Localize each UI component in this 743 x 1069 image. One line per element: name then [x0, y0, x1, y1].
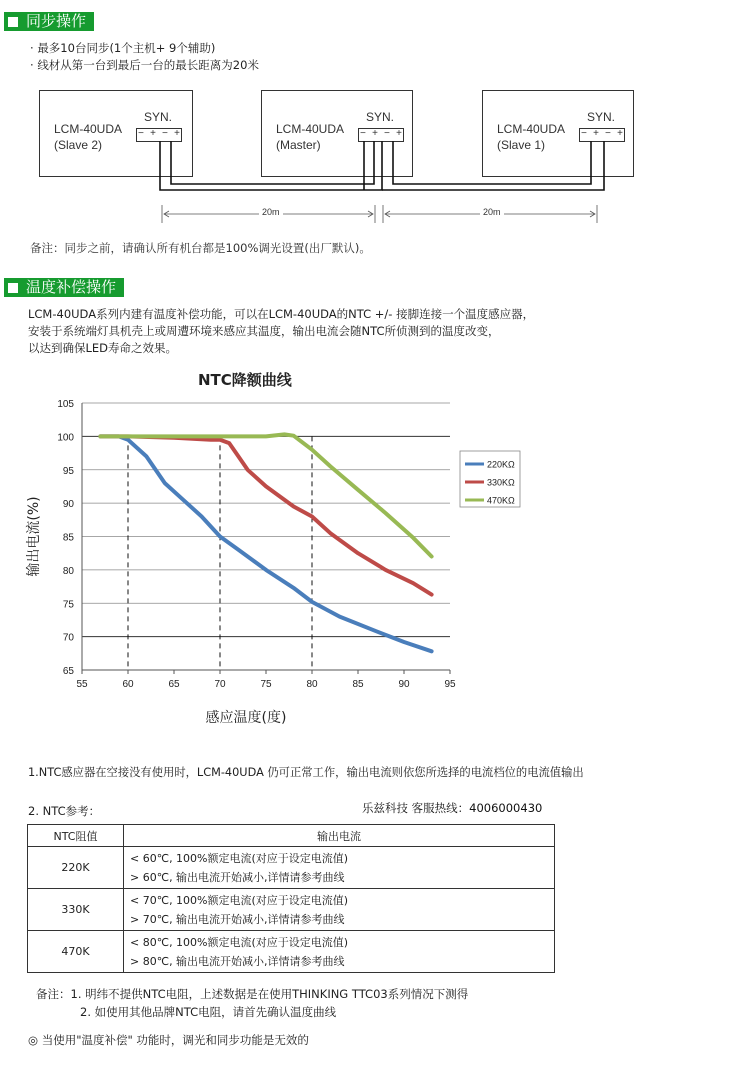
legend-label: 220KΩ	[487, 459, 515, 470]
syn-label: SYN.	[144, 110, 173, 124]
ntc-derating-chart	[0, 390, 560, 740]
x-tick-label: 90	[398, 679, 410, 690]
sync-wiring-diagram	[0, 85, 743, 235]
cell-line: < 60℃, 100%额定电流(对应于设定电流值)	[130, 851, 349, 865]
ntc-unused-note: 1.NTC感应器在空接没有使用时，LCM-40UDA 仍可正常工作，输出电流则依您所选择的电流档位的电流值输出	[28, 766, 584, 779]
x-tick-label: 55	[76, 679, 88, 690]
unit-role: (Master)	[276, 138, 321, 152]
ntc-value: 220K	[28, 847, 124, 889]
ntc-reference-table	[27, 824, 555, 973]
x-tick-label: 85	[352, 679, 364, 690]
x-tick-label: 80	[306, 679, 318, 690]
section-heading-sync	[4, 12, 94, 31]
table-header: NTC阻值	[28, 825, 124, 847]
unit-role: (Slave 2)	[54, 138, 103, 152]
table-row	[28, 847, 555, 889]
x-tick-label: 60	[122, 679, 134, 690]
paragraph-line: 以达到确保LED寿命之效果。	[28, 341, 178, 355]
table-row	[28, 889, 555, 931]
ntc-value: 330K	[28, 889, 124, 931]
heading-text: 同步操作	[26, 12, 87, 30]
square-bullet-icon	[8, 17, 18, 27]
unit-model: LCM-40UDA	[276, 122, 345, 136]
y-tick-label: 90	[62, 499, 74, 511]
distance-label: 20m	[480, 207, 504, 217]
series-line	[100, 436, 431, 651]
y-tick-label: 70	[62, 632, 74, 644]
series-line	[100, 434, 431, 556]
y-tick-label: 105	[57, 399, 74, 410]
x-tick-label: 65	[168, 679, 180, 690]
legend-label: 330KΩ	[487, 477, 515, 488]
unit-role: (Slave 1)	[497, 138, 546, 152]
ntc-value: 470K	[28, 931, 124, 973]
unit-model: LCM-40UDA	[54, 122, 123, 136]
section-heading-temp	[4, 278, 124, 297]
square-bullet-icon	[8, 283, 18, 293]
syn-label: SYN.	[366, 110, 395, 124]
cell-line: > 80℃, 输出电流开始减小,详情请参考曲线	[130, 954, 345, 968]
heading-text: 温度补偿操作	[26, 278, 117, 296]
x-tick-label: 75	[260, 679, 272, 690]
table-row	[28, 931, 555, 973]
y-tick-label: 80	[62, 565, 74, 577]
y-tick-label: 100	[57, 432, 74, 444]
syn-terminal: − + − +	[137, 129, 180, 140]
temp-comp-warning: ◎ 当使用"温度补偿" 功能时，调光和同步功能是无效的	[28, 1033, 309, 1047]
syn-terminal: − + − +	[359, 129, 402, 140]
x-axis-label: 感应温度(度)	[205, 710, 287, 726]
paragraph-line: LCM-40UDA系列内建有温度补偿功能，可以在LCM-40UDA的NTC +/- 接脚连接一个温度感应器，	[28, 307, 535, 321]
bullet-item: · 最多10台同步(1个主机+ 9个辅助)	[30, 41, 216, 55]
y-tick-label: 85	[62, 532, 74, 544]
cell-line: < 70℃, 100%额定电流(对应于设定电流值)	[130, 893, 349, 907]
cell-line: < 80℃, 100%额定电流(对应于设定电流值)	[130, 935, 349, 949]
table-note-1: 备注：1. 明纬不提供NTC电阻，上述数据是在使用THINKING TTC03系列情况下测得	[36, 987, 469, 1001]
table-header-row	[28, 825, 555, 847]
cell-line: > 70℃, 输出电流开始减小,详情请参考曲线	[130, 912, 345, 926]
y-tick-label: 95	[62, 465, 74, 477]
wiring-lines	[0, 85, 743, 235]
distance-label: 20m	[259, 207, 283, 217]
sync-note: 备注：同步之前，请确认所有机台都是100%调光设置(出厂默认)。	[30, 241, 371, 255]
y-tick-label: 65	[62, 666, 74, 677]
table-note-2: 2. 如使用其他品牌NTC电阻，请首先确认温度曲线	[80, 1005, 337, 1019]
syn-terminal: − + − +	[580, 129, 623, 140]
syn-label: SYN.	[587, 110, 616, 124]
table-header: 输出电流	[124, 825, 555, 847]
y-axis-label: 输出电流(%)	[26, 496, 42, 577]
x-tick-label: 70	[214, 679, 226, 690]
paragraph-line: 安装于系统端灯具机壳上或周遭环境来感应其温度，输出电流会随NTC所侦测到的温度改变，	[28, 324, 500, 338]
x-tick-label: 95	[444, 679, 456, 690]
unit-model: LCM-40UDA	[497, 122, 566, 136]
hotline-text: 乐兹科技 客服热线：4006000430	[362, 801, 543, 815]
y-tick-label: 75	[62, 599, 74, 611]
chart-title: NTC降额曲线	[198, 371, 292, 389]
legend-label: 470KΩ	[487, 495, 515, 506]
ntc-ref-label: 2. NTC参考：	[28, 804, 101, 818]
cell-line: > 60℃, 输出电流开始减小,详情请参考曲线	[130, 870, 345, 884]
bullet-item: · 线材从第一台到最后一台的最长距离为20米	[30, 58, 259, 72]
